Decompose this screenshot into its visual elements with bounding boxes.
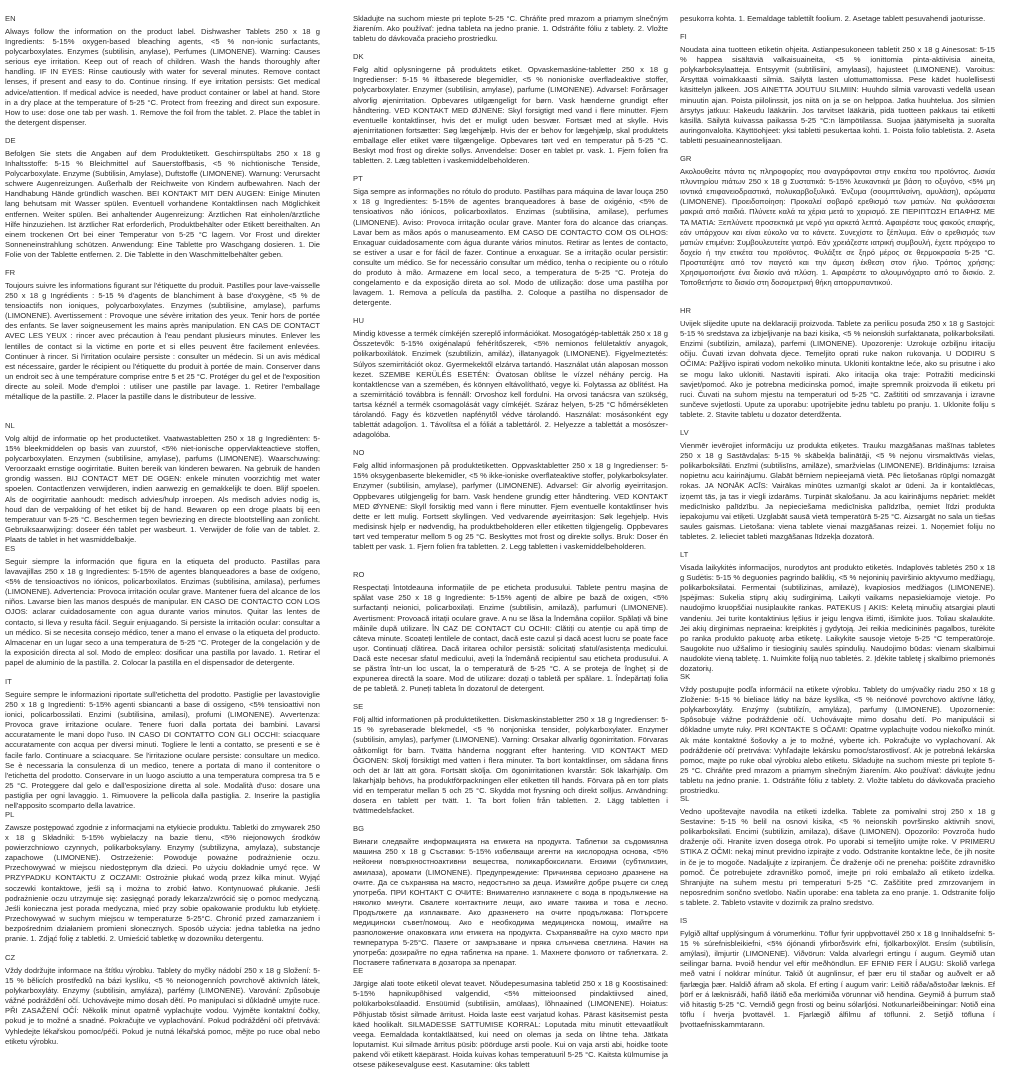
continued-text: pesukorra kohta. 1. Eemaldage tablettilt foolium. 2. Asetage tablett pesuvahendi jaoturisse. — [680, 14, 986, 23]
language-section-es — [5, 544, 320, 668]
language-code: FI — [680, 32, 687, 42]
language-code: EE — [353, 966, 364, 976]
text-column-1 — [5, 14, 320, 1055]
instruction-text: Mindig kövesse a termék címkéjén szereplő információkat. Mosogatógép-tabletták 250 x 18 g Összetevők: 5-15% oxigénalapú fehérítőszerek, <5% nemionos felületaktív anyagok, polikarboxilátok. Enzimek (szubtilizin, amiláz), illatanyagok (LIMONENE). Figyelmeztetés: Súlyos szemirritációt okoz. Gyermekektől elzárva tartandó. Használat után alaposan mosson kezet. SZEMBE KERÜLÉS ESETÉN: Óvatosan öblítse le vízzel néhány percig. Ha kontaktlencse van a szemében, és könnyen eltávolítható, vegye ki. Folytassa az öblítést. Ha a szemirritáció továbbra is fennáll: Orvoshoz kell fordulni. Ha orvosi tanácsra van szükség, tartsa kéznél a termék csomagolását vagy címkéjét. Száraz helyen, 5-25 °C hőmérsékleten tárolandó. Fagy és közvetlen napfénytől védve tárolandó. Használat: mosásonként egy tablettát adagoljon. 1. Távolítsa el a fóliát a tablettáról. 2. Helyezze a tablettát a mosószer-adagolóba. — [353, 329, 668, 440]
continued-text: Skladujte na suchom mieste pri teplote 5-25 °C. Chráňte pred mrazom a priamym slnečným žiarením. Ako používať: jedna tableta na jedno pranie. 1. Odstráňte fóliu z tablety. 2. Vložte tabletu do dávkovača pracieho prostriedku. — [353, 14, 668, 44]
instruction-text: Ακολουθείτε πάντα τις πληροφορίες που αναγράφονται στην ετικέτα του προϊόντος. Δισκία πλυντηρίου πιάτων 250 x 18 g Συστατικά: 5-15% λευκαντικά με βάση το οξυγόνο, <5% μη ιοντικά επιφανειοδραστικά, πολυκαρβοξυλικά. Ένζυμα (σουμπτιλισίνη, αμυλάση), αρώματα (LIMONENE). Προειδοποίηση: Προκαλεί σοβαρό ερεθισμό των ματιών. Να φυλάσσεται μακριά από παιδιά. Πλύνετε καλά τα χέρια μετά το χειρισμό. ΣΕ ΠΕΡΙΠΤΩΣΗ ΕΠΑΦΗΣ ΜΕ ΤΑ ΜΑΤΙΑ: Ξεπλύνετε προσεκτικά με νερό για αρκετά λεπτά. Αφαιρέστε τους φακούς επαφής, εάν υπάρχουν και είναι εύκολο να το κάνετε. Συνεχίστε το ξέπλυμα. Εάν ο ερεθισμός των ματιών επιμένει: Συμβουλευτείτε γιατρό. Εάν χρειάζεστε ιατρική συμβουλή, έχετε πρόχειρο το δοχείο ή την ετικέτα του προϊόντος. Φυλάξτε σε ξηρό μέρος σε θερμοκρασία 5-25 °C. Προστατέψτε από τον παγετό και την άμεση έκθεση στον ήλιο. Τρόπος χρήσης: Χρησιμοποιήστε ένα δισκίο ανά πλύση. 1. Αφαιρέστε το αλουμινόχαρτο από το δισκίο. 2. Τοποθετήστε το δισκίο στη δοσομετρική θήκη απορρυπαντικού. — [680, 167, 995, 288]
language-section-it — [5, 677, 320, 811]
language-code: LT — [680, 550, 689, 560]
language-section-fr — [5, 268, 320, 412]
language-code: IS — [680, 916, 688, 926]
language-section-pt — [353, 174, 668, 308]
instruction-text: Vždy dodržujte informace na štítku výrobku. Tablety do myčky nádobí 250 x 18 g Složení: 5-15 % bělicích prostředků na bázi kyslíku, <5 % neionogenních povrchově aktivních látek, polykarboxyláty. Enzymy (subtilisin, amyláza), parfémy (LIMONENE). Varování: Způsobuje vážné podráždění očí. Uchovávejte mimo dosah dětí. Po manipulaci si důkladně umyjte ruce. PŘI ZASAŽENÍ OČÍ: Několik minut opatrně vyplachujte vodou. Vyjměte kontaktní čočky, pokud je to možné a snadné. Pokračujte ve vyplachování. Pokud podráždění očí přetrvává: Vyhledejte lékařskou pomoc/péči. Pokud je nutná lékařská pomoc, mějte po ruce obal nebo etiketu výrobku. — [5, 966, 320, 1046]
language-code: HR — [680, 306, 691, 316]
instruction-text: Befolgen Sie stets die Angaben auf dem Produktetikett. Geschirrspültabs 250 x 18 g Inhaltsstoffe: 5-15 % Bleichmittel auf Sauerstoffbasis, <5 % nichtionische Tenside, Polycarboxylate. Enzyme (Subtilisin, Amylase), Duftstoffe (LIMONENE). Warnung: Verursacht schwere Augenreizungen. Außerhalb der Reichweite von Kindern aufbewahren. Nach der Handhabung Hände gründlich waschen. BEI KONTAKT MIT DEN AUGEN: Einige Minuten lang behutsam mit Wasser spülen. Eventuell vorhandene Kontaktlinsen nach Möglichkeit entfernen. Weiter spülen. Bei anhaltender Augenreizung: Ärztlichen Rat einholen/ärztliche Hilfe hinzuziehen. Ist ärztlicher Rat erforderlich, Produktbehälter oder Etikett bereithalten. An einem trockenen Ort bei einer Temperatur von 5-25 °C lagern. Vor Frost und direkter Sonneneinstrahlung schützen. Anwendung: Eine Tablette pro Waschgang dosieren. 1. Die Folie von der Tablette entfernen. 2. Die Tablette in den Waschmittelbehälter geben. — [5, 149, 320, 259]
language-code: DK — [353, 52, 364, 62]
language-section-sk — [680, 672, 995, 796]
language-section-lt — [680, 550, 995, 674]
language-code: GR — [680, 154, 692, 164]
language-code: FR — [5, 268, 16, 277]
instruction-text: Respectați întotdeauna informațiile de pe eticheta produsului. Tablete pentru mașina de spălat vase 250 x 18 g Ingrediente: 5-15% agenți de albire pe bază de oxigen, <5% surfactanți neionici, policarboxilați. Enzime (subtilisin, amilază), parfumuri (LIMONENE). Avertisment: Provoacă iritații oculare grave. A nu se lăsa la îndemâna copiilor. Spălați vă bine mâinile după utilizare. ÎN CAZ DE CONTACT CU OCHII: Clătiți cu atenție cu apă timp de câteva minute. Scoateți lentilele de contact, dacă este cazul și dacă acest lucru se poate face ușor. Continuați clătirea. Dacă iritarea ochilor persistă: solicitați sfatul/asistența medicului. Dacă este necesar sfatul medicului, aveți la îndemână recipientul sau eticheta produsului. A se păstra într-un loc uscat, la o temperatură de 5-25 °C. A se proteja de îngheț și de expunerea directă la soare. Mod de utilizare: dozați o tabletă per spălare. 1. Îndepărtați folia de pe tabletă. 2. Puneți tableta în dozatorul de detergent. — [353, 583, 668, 694]
instruction-text: Visada laikykitės informacijos, nurodytos ant produkto etiketės. Indaplovės tabletės 250 x 18 g Sudėtis: 5-15 % deguonies pagrindo baliklių, <5 % nejoninių paviršinio aktyvumo medžiagų, polikarboksilatai. Fermentai (subtilizinas, amilazė), kvapiosios medžiagos (LIMONENE). Įspėjimas: Sukelia stiprų akių sudirginimą. Laikyti vaikams nepasiekiamoje vietoje. Po naudojimo kruopščiai nusiplaukite rankas. PATEKUS Į AKIS: Keletą minučių atsargiai plauti vandeniu. Jei turite kontaktinius lęšius ir jeigu lengva išimti, išimkite juos. Toliau skalaukite. Jei akių dirginimas nepraeina: kreipkitės į gydytoją. Jei reikia medicininės pagalbos, turėkite po ranka produkto pakuotę arba etiketę. Laikykite sausoje vietoje 5-25 °C temperatūroje. Saugokite nuo užšalimo ir tiesioginių saulės spindulių. Naudojimo būdas: vienam skalbimui naudokite vieną tabletę. 1. Nuimkite foliją nuo tabletės. 2. Įdėkite tabletę į skalbimo priemonės dozatorių. — [680, 563, 995, 674]
language-code: HU — [353, 316, 364, 326]
language-section-gr — [680, 154, 995, 298]
language-section-bg — [353, 824, 668, 968]
language-code: BG — [353, 824, 364, 834]
language-code: LV — [680, 428, 689, 438]
instruction-text: Följ alltid informationen på produktetiketten. Diskmaskinstabletter 250 x 18 g Ingredienser: 5-15 % syrebaserade blekmedel, <5 % nonjoniska tensider, polykarboxylater. Enzymer (subtilisin, amylas), parfymer (LIMONENE). Varning: Orsakar allvarlig ögonirritation. Förvaras oåtkomligt för barn. Tvätta händerna noggrant efter hantering. VID KONTAKT MED ÖGONEN: Skölj försiktigt med vatten i flera minuter. Ta bort kontaktlinser, om sådana finns och det är lätt att göra. Fortsätt skölja. Om ögonirritationen kvarstår: Sök läkarhjälp. Om läkarhjälp behövs, ha produktförpackningen eller etiketten till hands. Förvara på en torr plats vid en temperatur mellan 5 och 25 °C. Skydda mot frysning och direkt solljus. Användning: dosera en tablett per tvätt. 1. Ta bort folien från tabletten. 2. Lägg tabletten i tvättmedelsfacket. — [353, 715, 668, 816]
instruction-text: Vienmēr ievērojiet informāciju uz produkta etiķetes. Trauku mazgāšanas mašīnas tabletes 250 x 18 g Sastāvdaļas: 5-15 % skābekļa balinātāji, <5 % nejonu virsmaktīvās vielas, polikarboksilāti. Enzīmi (subtilisīns, amilāze), smaržvielas (LIMONENE). Brīdinājums: Izraisa nopietnu acu kairinājumu. Glabāt bērniem nepieejamā vietā. Pēc lietošanas rūpīgi nomazgāt rokas. JA NONĀK ACĪS: Vairākas minūtes uzmanīgi skalot ar ūdeni. Ja ir kontaktlēcas, izņemt tās, ja tas ir viegli izdarāms. Turpināt skalošanu. Ja acu kairinājums nepāriet: meklēt medicīnisko palīdzību. Ja nepieciešama medicīniska palīdzība, ņemiet līdzi produkta iepakojumu vai etiķeti. Uzglabāt sausā vietā temperatūrā 5-25 °C. Aizsargāt no sala un tiešas saules gaismas. Lietošana: viena tablete vienai mazgāšanas reizei. 1. Noņemiet foliju no tabletes. 2. Ielieciet tableti mazgāšanas līdzekļa dozatorā. — [680, 441, 995, 541]
instruction-text: Uvijek slijedite upute na deklaraciji proizvoda. Tablete za perilicu posuđa 250 x 18 g Sastojci: 5-15 % sredstava za izbjeljivanje na bazi kisika, <5 % neionskih surfaktanata, polikarboksilati. Enzimi (subtilizin, amilaza), parfemi (LIMONENE). Upozorenje: Uzrokuje ozbiljnu iritaciju očiju. Čuvati izvan dohvata djece. Temeljito oprati ruke nakon rukovanja. U DODIRU S OČIMA: Pažljivo ispirati vodom nekoliko minuta. Ukloniti kontaktne leće, ako su prisutne i ako se mogu lako ukloniti. Nastaviti ispirati. Ako iritacija oka traje: Potražiti medicinski savjet/pomoć. Ako je potrebna medicinska pomoć, imajte spremnik proizvoda ili etiketu pri ruci. Čuvati na suhom mjestu na temperaturi od 5-25 °C. Zaštititi od smrzavanja i izravne sunčeve svjetlosti. Upute za uporabu: upotrijebite jednu tabletu po pranju. 1. Uklonite foliju s tablete. 2. Stavite tabletu u dozator deterdženta. — [680, 319, 995, 419]
instruction-text: Følg altid oplysningerne på produktets etiket. Opvaskemaskine-tabletter 250 x 18 g Ingredienser: 5-15 % iltbaserede blegemidler, <5 % nonioniske overfladeaktive stoffer, polycarboxylater. Enzymer (subtilisin, amylase), parfume (LIMONENE). Advarsel: Forårsager alvorlig øjenirritation. Opbevares utilgængeligt for børn. Vask hænderne grundigt efter håndtering. VED KONTAKT MED ØJNENE: Skyl forsigtigt med vand i flere minutter. Fjern eventuelle kontaktlinser, hvis det er muligt uden besvær. Fortsæt med at skylle. Hvis øjenirritationen fortsætter: Søg lægehjælp. Hvis der er behov for lægehjælp, skal produktets emballage eller etiket være tilgængelige. Opbevares tørt ved en temperatur på 5-25 °C. Beskyt mod frost og direkte sollys. Anvendelse: Doser en tablet pr. vask. 1. Fjern folien fra tabletten. 2. Læg tabletten i vaskemiddelbeholderen. — [353, 65, 668, 166]
language-section-sl — [680, 794, 995, 908]
language-section-no — [353, 448, 668, 562]
instruction-text: Vždy postupujte podľa informácií na etikete výrobku. Tablety do umývačky riadu 250 x 18 g Zloženie: 5-15 % bieliace látky na báze kyslíka, <5 % neiónové povrchovo aktívne látky, polykarboxyláty. Enzýmy (subtilizín, amyláza), parfumy (LIMONENE). Upozornenie: Spôsobuje vážne podráždenie očí. Uchovávajte mimo dosahu detí. Po manipulácii si dôkladne umyte ruky. PRI KONTAKTE S OČAMI: Opatrne vyplachujte vodou niekoľko minút. Ak máte kontaktné šošovky a je to možné, vyberte ich. Pokračujte vo vyplachovaní. Ak podráždenie očí pretrváva: Vyhľadajte lekársku pomoc/starostlivosť. Ak je potrebná lekárska pomoc, majte po ruke obal výrobku alebo etiketu. Skladujte na suchom mieste pri teplote 5-25 °C. Chráňte pred mrazom a priamym slnečným žiarením. Ako používať: dávkujte jednu tabletu na jedno pranie. 1. Odstráňte fóliu z tablety. 2. Vložte tabletu do dávkovača pracieho prostriedku. — [680, 685, 995, 796]
language-code: CZ — [5, 953, 16, 962]
language-section-nl — [5, 421, 320, 544]
instruction-text: Vedno upoštevajte navodila na etiketi izdelka. Tablete za pomivalni stroj 250 x 18 g Sestavine: 5-15 % belil na osnovi kisika, <5 % neionskih površinsko aktivnih snovi, polikarboksilati. Encimi (subtilizin, amilaza), dišave (LIMONEN). Opozorilo: Povzroča hudo draženje oči. Hranite izven dosega otrok. Po uporabi si temeljito umijte roke. V PRIMERU STIKA Z OČMI: nekaj minut previdno izpirajte z vodo. Odstranite kontaktne leče, če jih nosite in če je to mogoče. Nadaljujte z izpiranjem. Če draženje oči ne preneha: poiščite zdravniško pomoč. Če potrebujete zdravniško pomoč, imejte pri roki embalažo ali etiketo izdelka. Shranjujte na suhem mestu pri temperaturi 5-25 °C. Zaščitite pred zmrzovanjem in neposrednim sončno svetlobo. Način uporabe: ena tableta za eno pranje. 1. Odstranite folijo s tablete. 2. Tableto vstavite v dozirnik za pralno sredstvo. — [680, 807, 995, 907]
instruction-text: Toujours suivre les informations figurant sur l'étiquette du produit. Pastilles pour lave-vaisselle 250 x 18 g Ingrédients : 5-15 % d'agents de blanchiment à base d'oxygène, <5 % de tensioactifs non ioniques, polycarboxylates. Enzymes (subtilisine, amylase), parfums (LIMONENE). Avertissement : Provoque une sévère irritation des yeux. Tenir hors de portée des enfants. Se laver soigneusement les mains après manipulation. EN CAS DE CONTACT AVEC LES YEUX : rincer avec précaution à l'eau pendant plusieurs minutes. Enlever les lentilles de contact si la victime en porte et si elles peuvent être facilement enlevées. Continuer à rincer. Si l'irritation oculaire persiste : consulter un médecin. Si un avis médical est nécessaire, garder le récipient ou l'étiquette du produit à portée de main. Conserver dans un endroit sec à une température comprise entre 5 et 25 °C. Protéger du gel et de l'exposition directe au soleil. Mode d'emploi : utiliser une pastille par lavage. 1. Retirer l'emballage métallique de la pastille. 2. Placer la pastille dans le distributeur de lessive. — [5, 281, 320, 402]
language-code: DE — [5, 136, 16, 145]
text-column-3 — [680, 14, 995, 1038]
language-section-cz — [5, 953, 320, 1046]
language-section-ro — [353, 570, 668, 694]
language-code: NO — [353, 448, 365, 458]
instruction-text: Järgige alati toote etiketil olevat teavet. Nõudepesumasina tabletid 250 x 18 g Koostisained: 5-15% hapnikupõhised valgendid, <5% mitteioonsed pindaktiivsed ained, polükarboksülaadid. Ensüümid (subtilisiin, amülaas), lõhnaained (LIMONENE). Hoiatus: Põhjustab tõsist silmade ärritust. Hoida laste eest varjatud kohas. Pärast käsitsemist pesta käed hoolikalt. SILMADESSE SATTUMISE KORRAL: Loputada mitu minutit ettevaatlikult veega. Eemaldada kontaktläätsed, kui need on olemas ja seda on lihtne teha. Jätkata loputamist. Kui silmade ärritus püsib: pöörduge arsti poole. Kui on vaja arsti abi, hoidke toote pakend või etikett käepärast. Hoida kuivas kohas temperatuuril 5-25 °C. Kaitsta külmumise ja otsese päikesevalguse eest. Kasutamine: üks tablett — [353, 979, 668, 1070]
language-code: SK — [680, 672, 691, 682]
language-section-hr — [680, 306, 995, 420]
language-code: EN — [5, 14, 16, 23]
language-section-se — [353, 702, 668, 816]
language-section-fi — [680, 32, 995, 146]
instruction-text: Zawsze postępować zgodnie z informacjami na etykiecie produktu. Tabletki do zmywarek 250 x 18 g Składniki: 5-15% wybielaczy na bazie tlenu, <5% niejonowych środków powierzchniowo czynnych, polikarboksylany. Enzymy (subtilizyna, amylaza), substancje zapachowe (LIMONENE). Ostrzeżenie: Powoduje poważne podrażnienie oczu. Przechowywać w miejscu niedostępnym dla dzieci. Po użyciu dokładnie umyć ręce. W PRZYPADKU KONTAKTU Z OCZAMI: Ostrożnie płukać wodą przez kilka minut. Wyjąć soczewki kontaktowe, jeśli są i można to zrobić łatwo. Kontynuować płukanie. Jeśli podrażnienie oczu utrzymuje się: zasięgnąć porady lekarza/zwrócić się o pomoc medyczną. Jeśli konieczna jest porada medyczna, mieć przy sobie opakowanie produktu lub etykietę. Przechowywać w suchym miejscu w temperaturze 5-25°C. Chronić przed zamarzaniem i bezpośrednim działaniem promieni słonecznych. Sposób użycia: jedna tabletka na jedno pranie. 1. Zdjąć folię z tabletki. 2. Umieścić tabletkę w dozowniku detergentu. — [5, 823, 320, 944]
language-section-en — [5, 14, 320, 127]
instruction-text: Følg alltid informasjonen på produktetiketten. Oppvasktabletter 250 x 18 g Ingredienser: 5-15% oksygenbaserte blekemidler, <5 % ikke-ioniske overflateaktive stoffer, polykarboksylater. Enzymer (subtilisin, amylase), parfymer (LIMONENE). Advarsel: Gir alvorlig øyeirritasjon. Oppbevares utilgjengelig for barn. Vask hendene grundig etter håndtering. VED KONTAKT MED ØYNENE: Skyll forsiktig med vann i flere minutter. Fjern eventuelle kontaktlinser hvis dette er lett mulig. Fortsett skyllingen. Ved vedvarende øyeirritasjon: Søk legehjelp. Hvis medisinsk hjelp er nødvendig, ha produktbeholderen eller etiketten tilgjengelig. Oppbevares tørt ved temperatur mellom 5 og 25 °C. Beskyttes mot frost og direkte sollys. Bruk: Doser én tablett per vask. 1. Fjern folien fra tabletten. 2. Legg tabletten i vaskemiddelbeholderen. — [353, 461, 668, 552]
text-column-2 — [353, 14, 668, 1068]
instruction-text: Siga sempre as informações no rótulo do produto. Pastilhas para máquina de lavar louça 250 x 18 g Ingredientes: 5-15% de agentes branqueadores à base de oxigénio, <5% de tensioativos não iónicos, policarboxilatos. Enzimas (subtilisina, amilase), perfumes (LIMONENE). Aviso: Provoca irritação ocular grave. Manter fora do alcance das crianças. Lavar bem as mãos após o manuseamento. EM CASO DE CONTACTO COM OS OLHOS: Enxaguar cuidadosamente com água durante vários minutos. Retirar as lentes de contacto, se estiver a usar e for fácil de fazer. Continue a enxaguar. Se a irritação ocular persistir: consulte um médico. Se for necessário consultar um médico, tenha o recipiente ou o rótulo do produto à mão. Armazene em local seco, a temperatura de 5-25 °C. Proteja do congelamento e da exposição direta ao sol. Modo de utilização: dose uma pastilha por lavagem. 1. Remova a película da pastilha. 2. Coloque a pastilha no dispensador de detergente. — [353, 187, 668, 308]
instruction-text: Noudata aina tuotteen etiketin ohjeita. Astianpesukoneen tabletit 250 x 18 g Ainesosat: 5-15 % happea sisältäviä valkaisuaineita, <5 % ionittomia pinta-aktiivisia aineita, polykarboksylaatteja. Entsyymit (subtilisiini, amylaasi), hajusteet (LIMONENE). Varoitus: Ärsyttää voimakkaasti silmiä. Säilytä lasten ulottumattomissa. Pese kädet huolellisesti käsittelyn jälkeen. JOS AINETTA JOUTUU SILMIIN: Huuhdo silmiä varovasti vedellä usean minuutin ajan. Poista piilolinssit, jos niitä on ja se on helppoa. Jatka huuhtelua. Jos silmien ärsytys jatkuu: Hakeudu lääkäriin. Jos tarvitset lääkäriä, pidä tuotteen pakkaus tai etiketti käsillä. Säilytä kuivassa paikassa 5-25 °C:n lämpötilassa. Suojaa jäätymiseltä ja suoralta auringonvalolta. Käyttöohjeet: yksi tabletti pesukertaa kohti. 1. Poista folio tabletista. 2. Aseta tabletti pesuaineannostelijaan. — [680, 45, 995, 145]
instruction-text: Seguire sempre le informazioni riportate sull'etichetta del prodotto. Pastiglie per lavastoviglie 250 x 18 g Ingredienti: 5-15% agenti sbiancanti a base di ossigeno, <5% tensioattivi non ionici, policarbossilati. Enzimi (subtilisina, amilasi), profumi (LIMONENE). Avvertenza: Provoca grave irritazione oculare. Tenere fuori dalla portata dei bambini. Lavarsi accuratamente le mani dopo l'uso. IN CASO DI CONTATTO CON GLI OCCHI: sciacquare accuratamente con acqua per diversi minuti. Togliere le lenti a contatto, se presenti e se è facile farlo. Continuare a sciacquare. Se l'irritazione oculare persiste: consultare un medico. Se è necessaria la consulenza di un medico, tenere a portata di mano il contenitore o l'etichetta del prodotto. Conservare in un luogo asciutto a una temperatura compresa tra 5 e 25 °C. Proteggere dal gelo e dall'esposizione diretta al sole. Modalità d'uso: dosare una pastiglia per ogni lavaggio. 1. Rimuovere la pellicola dalla pastiglia. 2. Inserire la pastiglia nell'apposito scomparto della lavatrice. — [5, 690, 320, 811]
language-section-pl — [5, 810, 320, 944]
instruction-text: Seguir siempre la información que figura en la etiqueta del producto. Pastillas para lavavajillas 250 x 18 g Ingredientes: 5-15% de agentes blanqueadores a base de oxígeno, <5% de tensioactivos no iónicos, policarboxilatos. Enzimas (subtilisina, amilasa), perfumes (LIMONENE). Advertencia: Provoca irritación ocular grave. Mantener fuera del alcance de los niños. Lavarse bien las manos después de manipular. EN CASO DE CONTACTO CON LOS OJOS: aclarar cuidadosamente con agua durante varios minutos. Quitar las lentes de contacto, si lleva y resulta fácil. Seguir enjuagando. Si persiste la irritación ocular: consultar a un médico. Si se necesita consejo médico, tener a mano el envase o la etiqueta del producto. Almacenar en un lugar seco a una temperatura de 5-25 °C. Proteger de la congelación y de la exposición directa al sol. Modo de empleo: dosificar una pastilla por lavado. 1. Retirar el papel de aluminio de la pastilla. 2. Colocar la pastilla en el dispensador de detergente. — [5, 557, 320, 667]
instruction-text: Volg altijd de informatie op het productetiket. Vaatwastabletten 250 x 18 g Ingrediënten: 5-15% bleekmiddelen op basis van zuurstof, <5% niet-ionische oppervlakteactieve stoffen, polycarboxylaten. Enzymen (subtilisine, amylase), parfums (LIMONENE). Waarschuwing: Veroorzaakt ernstige oogirritatie. Buiten bereik van kinderen bewaren. Na gebruik de handen grondig wassen. BIJ CONTACT MET DE OGEN: enkele minuten voorzichtig met water spoelen. Contactlenzen verwijderen, indien aanwezig en gemakkelijk te doen. Blijf spoelen. Als de oogirritatie aanhoudt: medisch advies/hulp inroepen. Als medisch advies nodig is, houd dan de verpakking of het etiket bij de hand. Bewaren op een droge plaats bij een temperatuur van 5-25 °C. Beschermen tegen bevriezing en directe blootstelling aan zonlicht. Gebruiksaanwijzing: doseer één tablet per wasbeurt. 1. Verwijder de folie van de tablet. 2. Plaats de tablet in het wasmiddelbakje. — [5, 434, 320, 544]
instruction-text: Fylgið alltaf upplýsingum á vörumerkinu. Töflur fyrir uppþvottavél 250 x 18 g Innihaldsefni: 5-15 % súrefnisbleikiefni, <5% ójónandi yfirborðsvirk efni, fjölkarboxýlöt. Ensím (subtilisín, amýlasi), ilmjurtir (LIMONENE). Viðvörun: Valda alvarlegri ertingu í augum. Geymið utan seilingar barna. Þvoið hendur vel eftir meðhöndlun. EF EFNIÐ FER Í AUGU: Skolið varlega með vatni í nokkrar mínútur. Takið út augnlinsur, ef þær eru til staðar og auðvelt er að fjarlægja þær. Haldið áfram að skola. Ef erting í augum varir: Leitið ráða/aðstoðar læknis. Ef þörf er á læknisráði, hafið ílátið eða merkimiða vörunnar við hendina. Geymið á þurrum stað við hitastig 5-25 °C. Verndið gegn frosti og beinu sólarljósi. Notkunarleiðbeiningar: Notið eina töflu í hverja þvottavél. 1. Fjarlægið álfilmu af töflunni. 2. Setjið töfluna í þvottaefnisskammtarann. — [680, 929, 995, 1029]
instruction-text: Винаги следвайте информацията на етикета на продукта. Таблетки за съдомиялна машина 250 x 18 g Съставки: 5-15% избелващи агенти на кислородна основа, <5% нейонни повърхностноактивни вещества, поликарбоксилати. Ензими (субтилизин, амилаза), аромати (LIMONENE). Предупреждение: Причинява сериозно дразнене на очите. Да се съхранява на място, недостъпно за деца. Измийте добре ръцете си след употреба. ПРИ КОНТАКТ С ОЧИТЕ: Внимателно изплакнете с вода в продължение на няколко минути. Свалете контактните лещи, ако имате такива и това е лесно. Продължете да изплаквате. Ако дразненето на очите продължава: Потърсете медицински съвет/помощ. Ако е необходима медицинска помощ, имайте на разположение опаковката или етикета на продукта. Съхранявайте на сухо място при температура 5-25°C. Пазете от замръзване и пряка слънчева светлина. Начин на употреба: дозирайте по една таблетка на пране. 1. Махнете фолиото от таблетката. 2. Поставете таблетката в дозатора за препарат. — [353, 837, 668, 968]
language-code: PT — [353, 174, 363, 184]
language-section-hu — [353, 316, 668, 440]
language-section-ee — [353, 966, 668, 1070]
language-section-lv — [680, 428, 995, 542]
language-code: SE — [353, 702, 364, 712]
language-code: ES — [5, 544, 16, 553]
language-code: NL — [5, 421, 15, 430]
language-section-is — [680, 916, 995, 1030]
instruction-text: Always follow the information on the product label. Dishwasher Tablets 250 x 18 g Ingredients: 5-15% oxygen-based bleaching agents, <5 % non-ionic surfactants, polycarboxylates. Enzymes (subtilisin, anylase), Perfumes (LIMONENE). Warning: Causes serious eye irritation. Keep out of reach of children. Wash the hands thoroughly after handling. IF IN EYES: Rinse cautiously with water for several minutes. Remove contact lenses, if present and easy to do. Continue rinsing. If eye irritation persists: Get medical advice/attention. If medical advice is needed, have product container or label at hand. Store in a dry place at the temperature of 5-25 °C. Protect from freezing and direct sun exposure. How to use: dose one tab per wash. 1. Remove the foil from the tablet. 2. Place the tablet in the detergent dispenser. — [5, 27, 320, 127]
language-code: PL — [5, 810, 15, 819]
language-code: IT — [5, 677, 12, 686]
language-code: SL — [680, 794, 690, 804]
language-section-dk — [353, 52, 668, 166]
language-code: RO — [353, 570, 365, 580]
language-section-de — [5, 136, 320, 259]
